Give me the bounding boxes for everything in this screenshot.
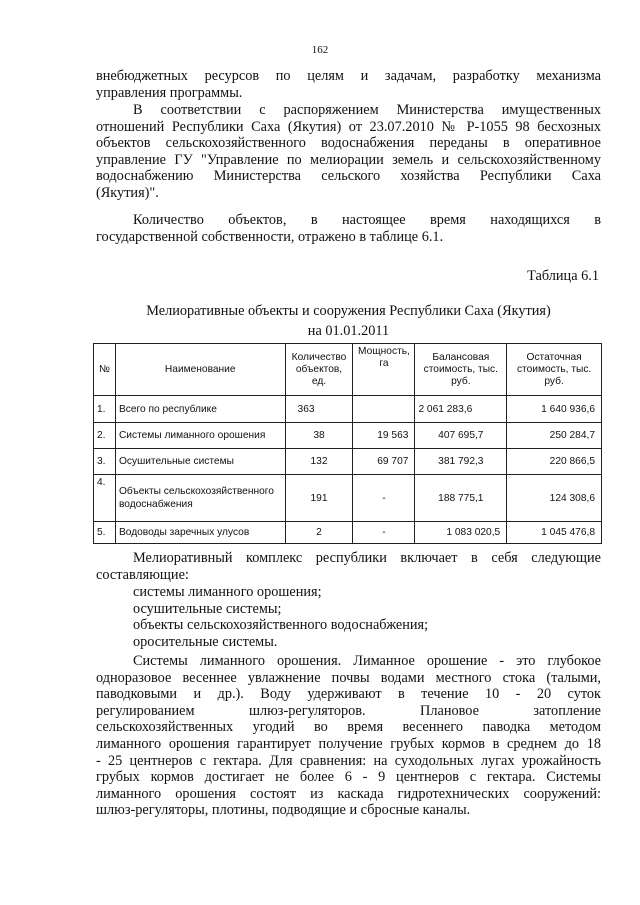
table-row: [94, 423, 602, 449]
paragraph-2: [96, 102, 601, 202]
row-name: Системы лиманного орошения: [115, 423, 285, 449]
table-row: [94, 475, 602, 522]
component-list: [133, 584, 428, 650]
table-row: [94, 449, 602, 475]
text-line: управления программы.: [96, 84, 243, 101]
row-residual: 1 045 476,8: [507, 522, 602, 544]
paragraph-3: [96, 212, 601, 245]
row-balance: 1 083 020,5: [415, 522, 507, 544]
header-cell: №: [94, 344, 116, 396]
row-name: Осушительные системы: [115, 449, 285, 475]
text-line: грубых кормов достигает не более 6 - 9 центнеров с гектара. Системы: [96, 769, 601, 786]
text-line: одноразовое весеннее увлажнение почвы водами местного стока (талыми,: [96, 669, 601, 686]
header-cell: Мощность, га: [353, 344, 415, 396]
text-line: отношений Республики Саха (Якутия) от 23.07.2010 № Р-1055 98 бесхозных: [96, 118, 601, 135]
row-residual: 1 640 936,6: [507, 396, 602, 423]
row-power: 19 563: [353, 423, 415, 449]
header-cell: Балансовая стоимость, тыс. руб.: [415, 344, 507, 396]
paragraph-4: [96, 550, 601, 583]
text-line: государственной собственности, отражено в таблице 6.1.: [96, 228, 444, 245]
table-row: [94, 396, 602, 423]
table-date: на 01.01.2011: [307, 323, 390, 339]
table-header-row: [94, 344, 602, 396]
row-power: -: [353, 522, 415, 544]
header-cell: Количество объектов, ед.: [285, 344, 353, 396]
row-power: -: [353, 475, 415, 522]
row-number: 2.: [94, 423, 116, 449]
row-balance: 381 792,3: [415, 449, 507, 475]
text-line: В соответствии с распоряжением Министерства имущественных: [133, 102, 601, 118]
text-line: объектов сельскохозяйственного водоснабжения переданы в оперативное: [96, 135, 601, 152]
text-line: Мелиоративный комплекс республики включает в себя следующие: [133, 550, 601, 566]
objects-table: [93, 343, 602, 544]
row-residual: 220 866,5: [507, 449, 602, 475]
paragraph-1: [96, 68, 601, 101]
row-balance: 188 775,1: [415, 475, 507, 522]
paragraph-5: [96, 653, 601, 819]
row-count: 38: [285, 423, 353, 449]
row-balance: 407 695,7: [415, 423, 507, 449]
text-line: управление ГУ "Управление по мелиорации земель и сельскохозяйственному: [96, 151, 601, 168]
row-count: 191: [285, 475, 353, 522]
row-count: 363: [285, 396, 353, 423]
header-cell: Остаточная стоимость, тыс. руб.: [507, 344, 602, 396]
list-item: объекты сельскохозяйственного водоснабжения;: [133, 617, 429, 634]
list-item: осушительные системы;: [133, 600, 282, 617]
row-name: Объекты сельскохозяйственного водоснабжения: [115, 475, 285, 522]
text-line: Количество объектов, в настоящее время находящихся в: [133, 212, 601, 228]
row-count: 2: [285, 522, 353, 544]
text-line: регулированием шлюз-регуляторов. Плановое затопление: [96, 702, 601, 719]
row-number: 5.: [94, 522, 116, 544]
row-number: 3.: [94, 449, 116, 475]
row-power: [353, 396, 415, 423]
text-line: паводковыми и др.). Воду удерживают в течение 10 - 20 суток: [96, 686, 601, 703]
row-name: Водоводы заречных улусов: [115, 522, 285, 544]
text-line: составляющие:: [96, 566, 189, 583]
row-name: Всего по республике: [115, 396, 285, 423]
text-line: шлюз-регуляторы, плотины, подводящие и сбросные каналы.: [96, 802, 471, 819]
text-line: водоснабжению Министерства сельского хозяйства Республики Саха: [96, 168, 601, 185]
text-line: лиманного орошения гарантирует получение грубых кормов в среднем до 18: [96, 735, 601, 752]
text-line: - 25 центнеров с гектара. Для сравнения: на суходольных лугах урожайность: [96, 752, 601, 769]
row-residual: 124 308,6: [507, 475, 602, 522]
row-number: 1.: [94, 396, 116, 423]
text-line: лиманного орошения состоят из каскада гидротехнических сооружений:: [96, 785, 601, 802]
list-item: оросительные системы.: [133, 633, 278, 650]
text-line: сельскохозяйственных угодий во время весеннего паводка методом: [96, 719, 601, 736]
row-balance: 2 061 283,6: [415, 396, 507, 423]
text-line: Системы лиманного орошения. Лиманное орошение - это глубокое: [133, 653, 601, 669]
table-row: [94, 522, 602, 544]
text-line: (Якутия)".: [96, 184, 159, 201]
row-number: 4.: [94, 475, 116, 522]
row-residual: 250 284,7: [507, 423, 602, 449]
list-item: системы лиманного орошения;: [133, 584, 322, 600]
row-count: 132: [285, 449, 353, 475]
table-label: Таблица 6.1: [527, 268, 599, 284]
page-number: 162: [311, 44, 329, 56]
table-title: Мелиоративные объекты и сооружения Республики Саха (Якутия): [146, 303, 551, 319]
header-cell: Наименование: [115, 344, 285, 396]
text-line: внебюджетных ресурсов по целям и задачам, разработку механизма: [96, 68, 601, 84]
row-power: 69 707: [353, 449, 415, 475]
